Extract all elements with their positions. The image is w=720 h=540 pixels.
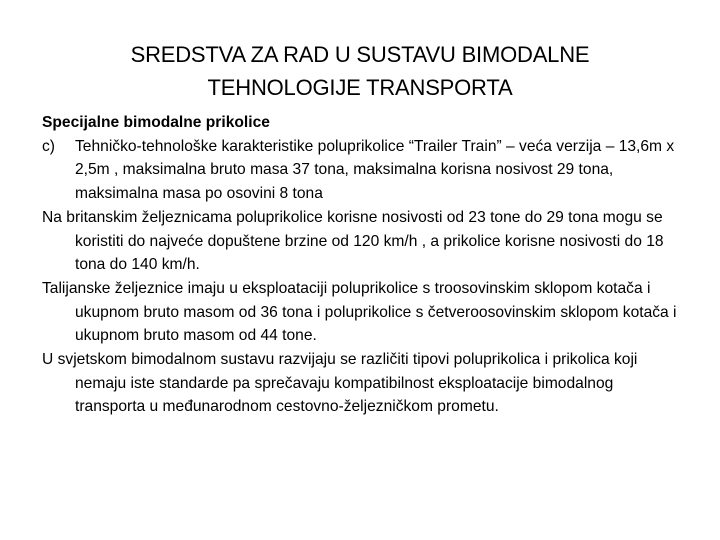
paragraph-british-railways: Na britanskim željeznicama poluprikolice korisne nosivosti od 23 tone do 29 tona mogu se koristiti do najveće dopuštene brzine od 120 km/h , a prikolice korisne nosivosti do 18 tona do 140 km/h. — [42, 208, 664, 274]
section-subheading: Specijalne bimodalne prikolice — [42, 114, 270, 131]
slide-title-line-1: SREDSTVA ZA RAD U SUSTAVU BIMODALNE — [130, 42, 590, 67]
list-item-c — [42, 135, 682, 206]
slide-title-line-2: TEHNOLOGIJE TRANSPORTA — [207, 75, 513, 100]
paragraph-world-bimodal-system: U svjetskom bimodalnom sustavu razvijaju se različiti tipovi poluprikolica i prikolica koji nemaju iste standarde pa sprečavaju kompatibilnost eksploatacije bimodalnog transporta u međunarodnom cestovno-željezničkom prometu. — [42, 351, 638, 416]
list-item-text: Tehničko-tehnološke karakteristike poluprikolice “Trailer Train” – veća verzija – 13,6m x 2,5m , maksimalna bruto masa 37 tona, maksimalna korisna nosivost 29 tona, maksimalna masa po osovini 8 tona — [75, 137, 675, 203]
slide-body — [42, 111, 682, 419]
list-marker: c) — [42, 137, 55, 155]
slide-title — [60, 38, 660, 104]
paragraph-italian-railways: Talijanske željeznice imaju u eksploataciji poluprikolice s troosovinskim sklopom kotača i ukupnom bruto masom od 36 tona i poluprikolice s četveroosovinskim sklopom kotača i ukupnom bruto masom od 44 tone. — [42, 279, 677, 345]
